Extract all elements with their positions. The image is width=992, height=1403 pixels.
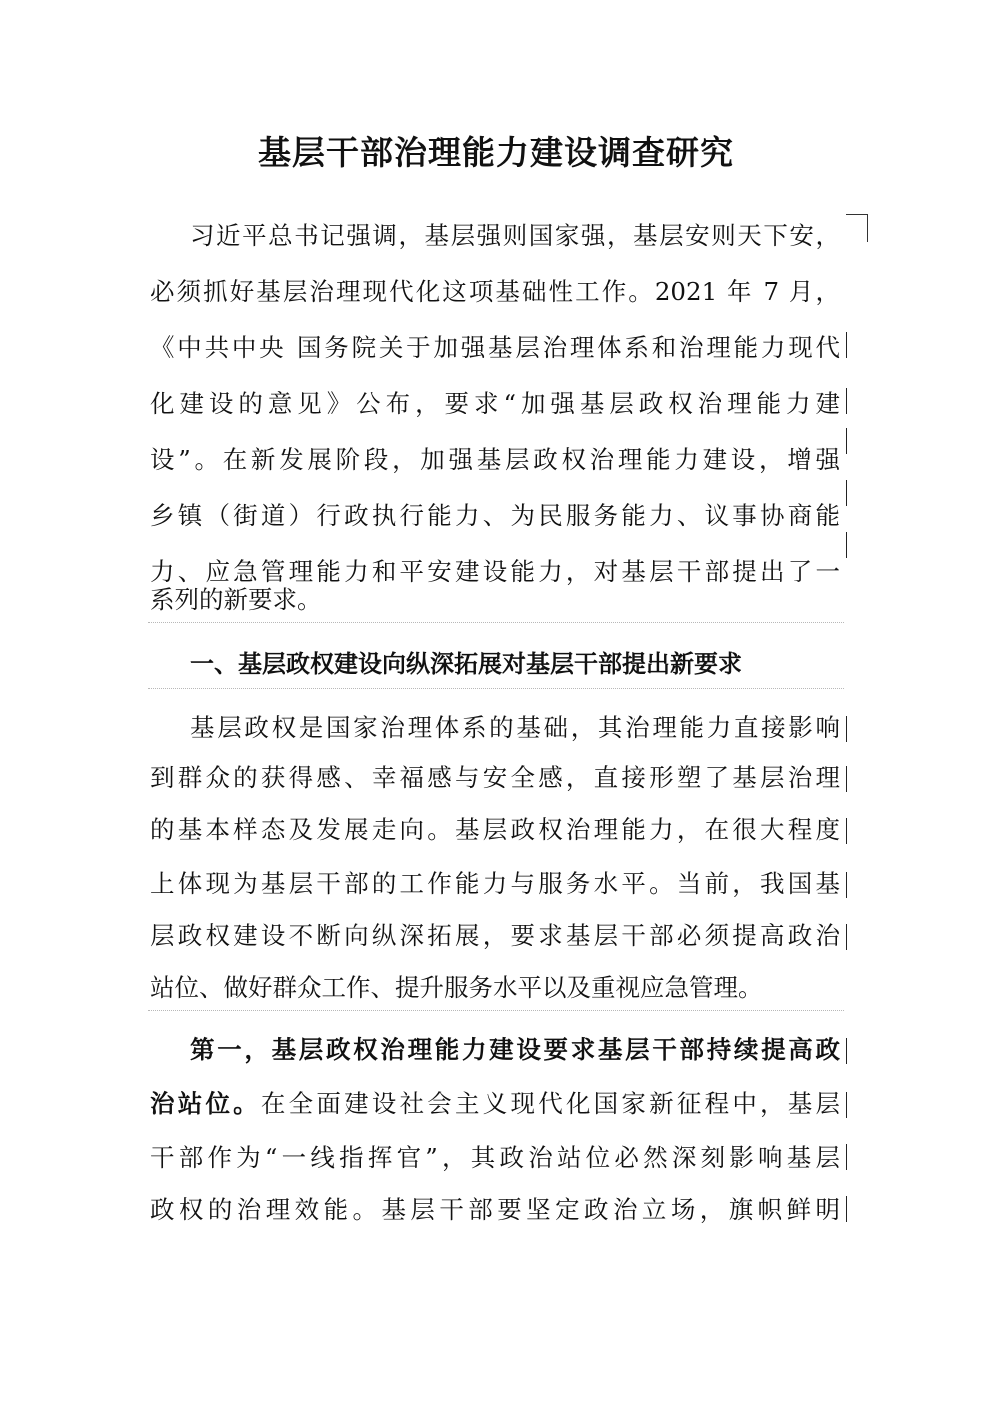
point1-line-2-rest: 在全面建设社会主义现代化国家新征程中，基层 — [260, 1089, 841, 1118]
intro-line-6: 乡镇（街道）行政执行能力、为民服务能力、议事协商能 — [150, 501, 840, 530]
section-heading: 一、基层政权建设向纵深拓展对基层干部提出新要求 — [190, 649, 742, 678]
paragraph-divider — [148, 688, 844, 689]
line-change-bar — [846, 716, 847, 742]
intro-line-3: 《中共中央 国务院关于加强基层治理体系和治理能力现代 — [150, 333, 840, 362]
line-change-bar — [846, 924, 847, 950]
line-change-bar — [846, 388, 847, 414]
line-change-bar — [846, 480, 847, 506]
intro-line-5: 设”。在新发展阶段，加强基层政权治理能力建设，增强 — [150, 445, 840, 474]
point1-line-2 — [150, 1076, 840, 1132]
intro-line-1: 习近平总书记强调，基层强则国家强，基层安则天下安， — [190, 221, 840, 250]
point1-line-4: 政权的治理效能。基层干部要坚定政治立场，旗帜鲜明 — [150, 1195, 840, 1224]
line-change-bar — [846, 428, 847, 454]
intro-line-2: 必须抓好基层治理现代化这项基础性工作。2021 年 7 月， — [150, 277, 840, 306]
section1-line-5: 层政权建设不断向纵深拓展，要求基层干部必须提高政治 — [150, 921, 840, 950]
line-change-bar — [846, 1144, 847, 1170]
line-change-bar — [846, 1038, 847, 1064]
document-title: 基层干部治理能力建设调查研究 — [258, 133, 734, 172]
line-change-bar — [846, 818, 847, 844]
line-change-bar — [846, 872, 847, 898]
paragraph-divider — [148, 622, 844, 623]
section1-line-6: 站位、做好群众工作、提升服务水平以及重视应急管理。 — [150, 973, 763, 1002]
point1-bold-line: 第一，基层政权治理能力建设要求基层干部持续提高政 — [190, 1035, 840, 1064]
line-change-bar — [846, 766, 847, 792]
line-change-bar — [846, 1196, 847, 1222]
point1-line-3: 干部作为“一线指挥官”，其政治站位必然深刻影响基层 — [150, 1143, 840, 1172]
point1-bold-lead: 治站位。 — [150, 1089, 261, 1118]
intro-line-4: 化建设的意见》公布，要求“加强基层政权治理能力建 — [150, 389, 840, 418]
section1-line-1: 基层政权是国家治理体系的基础，其治理能力直接影响 — [190, 713, 840, 742]
revision-corner-mark — [846, 214, 868, 215]
revision-corner-mark-vertical — [867, 214, 868, 242]
paragraph-divider — [148, 1010, 844, 1011]
intro-line-7: 力、应急管理能力和平安建设能力，对基层干部提出了一 — [150, 557, 840, 586]
line-change-bar — [846, 532, 847, 558]
section1-line-3: 的基本样态及发展走向。基层政权治理能力，在很大程度 — [150, 815, 840, 844]
section1-line-2: 到群众的获得感、幸福感与安全感，直接形塑了基层治理 — [150, 763, 840, 792]
line-change-bar — [846, 332, 847, 358]
intro-line-8: 系列的新要求。 — [150, 585, 322, 614]
section1-line-4: 上体现为基层干部的工作能力与服务水平。当前，我国基 — [150, 869, 840, 898]
line-change-bar — [846, 1092, 847, 1118]
